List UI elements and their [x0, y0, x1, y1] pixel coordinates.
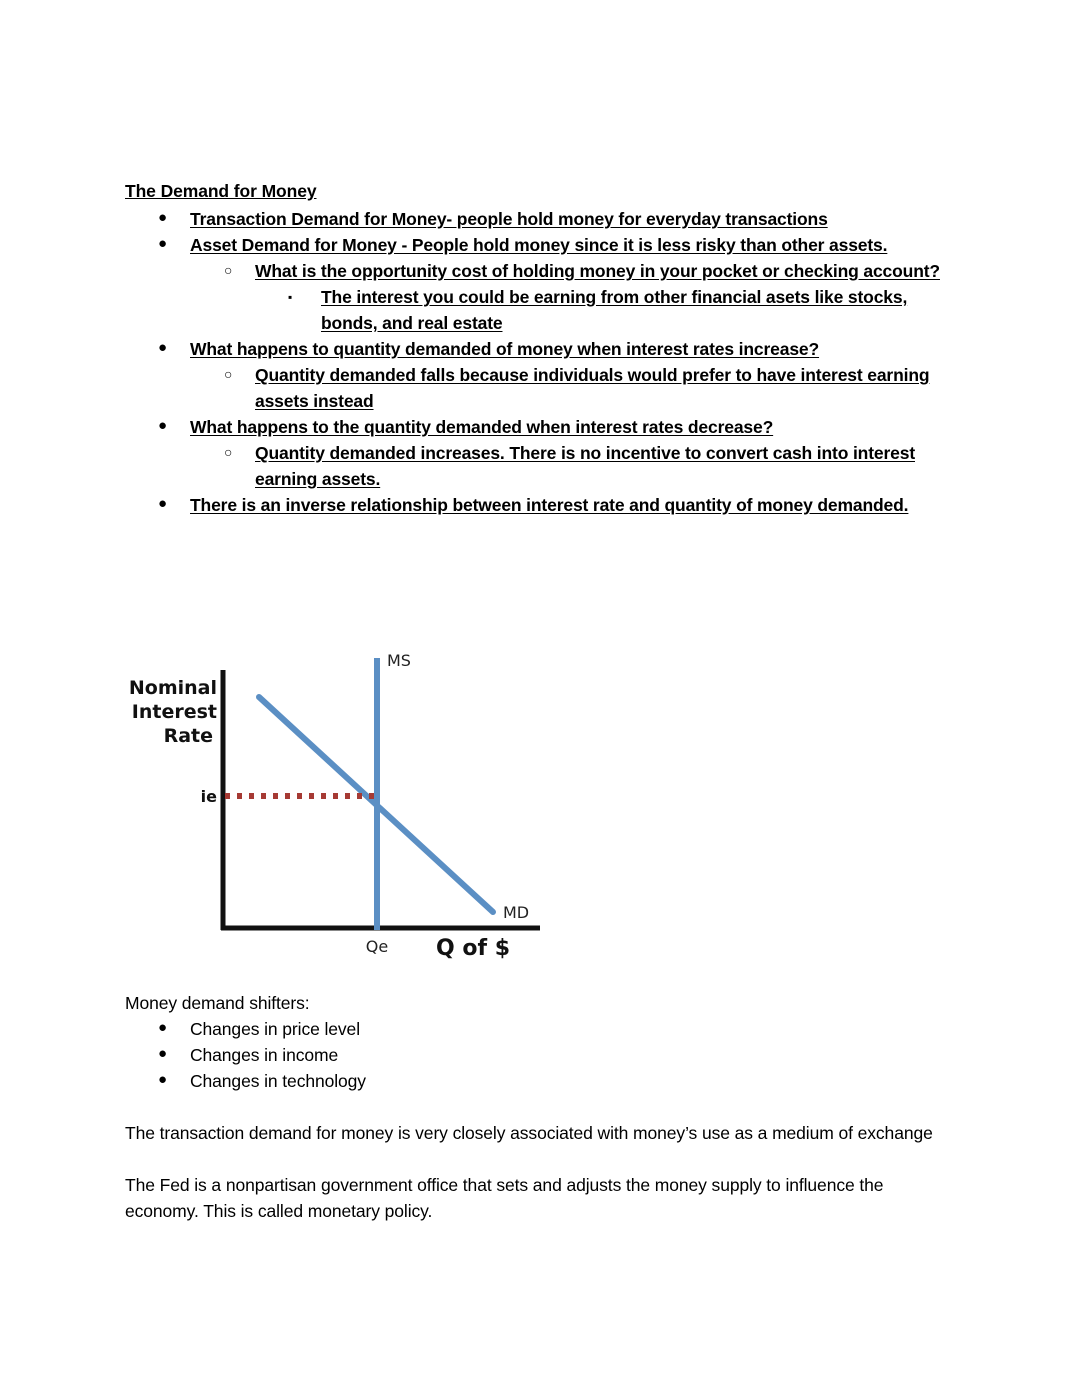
list-item [125, 1068, 955, 1094]
list-item [125, 206, 955, 232]
list-item [125, 414, 955, 440]
money-demand-shifters-list [125, 1016, 955, 1094]
paragraph-the-fed: The Fed is a nonpartisan government office that sets and adjusts the money supply to influence the economy. This is called monetary policy. [125, 1175, 884, 1221]
list-item [125, 1016, 955, 1042]
list-item-label: Quantity demanded falls because individuals would prefer to have interest earning assets instead [255, 365, 930, 411]
list-item [125, 336, 955, 362]
y-axis-label-line3: Rate [163, 725, 213, 747]
list-item-label: Changes in technology [190, 1071, 366, 1091]
list-item-label: Asset Demand for Money - People hold money since it is less risky than other assets. [190, 235, 888, 255]
list-item [125, 258, 955, 284]
paragraph-spacer [125, 1146, 955, 1172]
bullet-disc-icon: ● [158, 339, 167, 356]
list-item [125, 1042, 955, 1068]
bullet-circle-icon: ○ [224, 262, 233, 278]
paragraph-spacer [125, 1094, 955, 1120]
money-market-chart [125, 630, 595, 970]
bullet-disc-icon: ● [158, 1071, 167, 1088]
list-item-label: The interest you could be earning from other financial asets like stocks, bonds, and real estate [321, 287, 908, 333]
money-supply-label: MS [387, 651, 411, 670]
bullet-circle-icon: ○ [224, 444, 233, 460]
bullet-disc-icon: ● [158, 1019, 167, 1036]
page-title-row [125, 178, 955, 206]
x-axis-label: Q of $ [435, 936, 511, 961]
paragraph-transaction-demand: The transaction demand for money is very closely associated with money’s use as a medium of exchange [125, 1123, 933, 1143]
list-item-label: Changes in price level [190, 1019, 360, 1039]
y-axis-label-line2: Interest [131, 701, 217, 723]
list-item [125, 440, 955, 492]
list-item [125, 284, 955, 336]
money-demand-shifters-heading: Money demand shifters: [125, 993, 310, 1013]
list-item-label: Quantity demanded increases. There is no incentive to convert cash into interest earning assets. [255, 443, 915, 489]
bullet-disc-icon: ● [158, 209, 167, 226]
y-axis-label-line1: Nominal [128, 677, 217, 699]
equilibrium-quantity-label: Qe [365, 937, 389, 956]
bullet-disc-icon: ● [158, 235, 167, 252]
bullet-circle-icon: ○ [224, 366, 233, 382]
list-item [125, 232, 955, 258]
bullet-disc-icon: ● [158, 495, 167, 512]
bullet-disc-icon: ● [158, 417, 167, 434]
list-item [125, 492, 955, 518]
list-item-label: What happens to the quantity demanded when interest rates decrease? [190, 417, 774, 437]
money-demand-label: MD [503, 903, 530, 922]
list-item [125, 362, 955, 414]
list-item-label: There is an inverse relationship between interest rate and quantity of money demanded. [190, 495, 909, 515]
notes-outline-section [125, 178, 955, 518]
list-item-label: What happens to quantity demanded of money when interest rates increase? [190, 339, 820, 359]
outline-list [125, 206, 955, 518]
equilibrium-interest-rate-label: ie [200, 787, 217, 806]
money-market-diagram [125, 630, 595, 970]
bullet-disc-icon: ● [158, 1045, 167, 1062]
lower-text-section [125, 990, 955, 1224]
list-item-label: What is the opportunity cost of holding money in your pocket or checking account? [255, 261, 940, 281]
page-title: The Demand for Money [125, 181, 317, 201]
list-item-label: Changes in income [190, 1045, 339, 1065]
list-item-label: Transaction Demand for Money- people hold money for everyday transactions [190, 209, 828, 229]
bullet-square-icon: ▪ [288, 290, 293, 304]
